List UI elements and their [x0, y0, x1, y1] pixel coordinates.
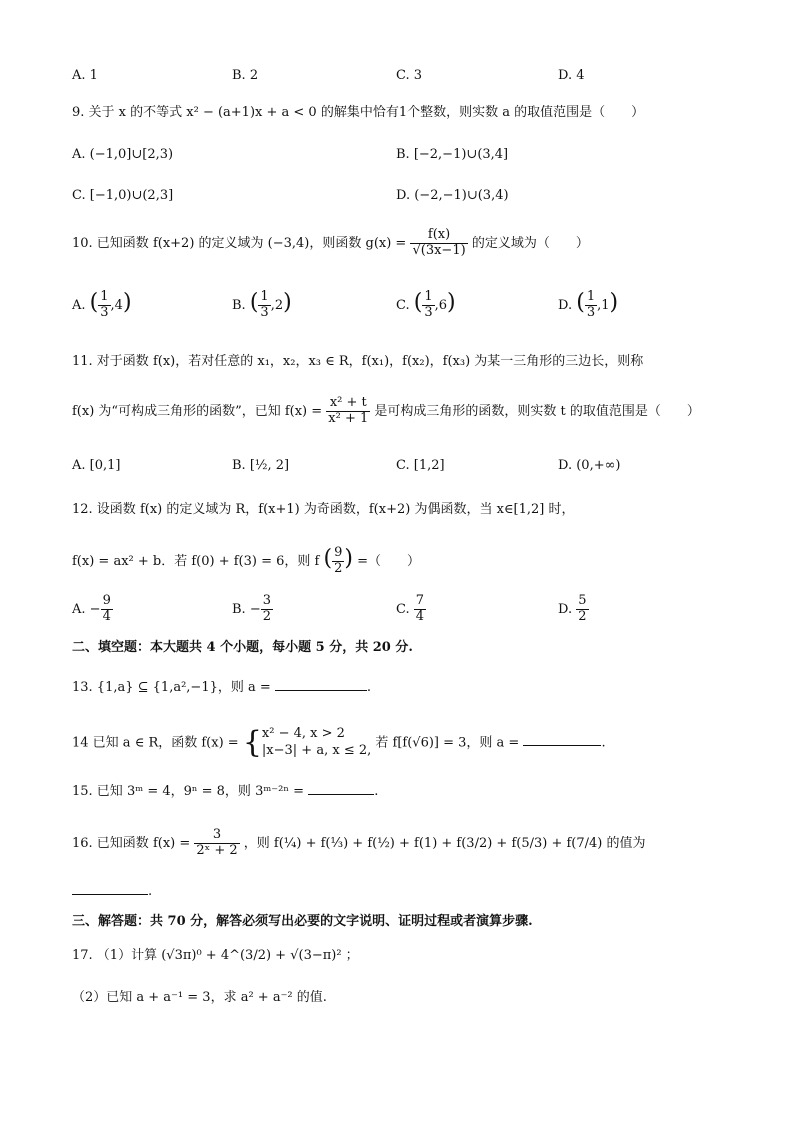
frac-num: 1	[424, 289, 433, 305]
option-label: A.	[72, 298, 86, 313]
option-sign: −	[249, 601, 261, 617]
q10-frac-den: √(3x−1)	[412, 242, 466, 258]
q12-line2: f(x) = ax² + b．若 f(0) + f(3) = 6，则 f ( $\frac{9}{2}$ ) =（ ）	[72, 545, 420, 576]
q10-frac-num: f(x)	[410, 228, 467, 244]
q16-text-after: ，则 f(¼) + f(⅓) + f(½) + f(1) + f(3/2) + f(5/3) + f(7/4) 的值为	[243, 835, 646, 851]
frac-den: 3	[424, 305, 433, 320]
q14: 14 已知 a ∈ R，函数 f(x) = { x² − 4, x > 2 |x−3| + a, x ≤ 2, 若 f[f(√6)] = 3，则 a = .	[72, 724, 606, 760]
q13: 13. {1,a} ⊆ {1,a²,−1}，则 a = .	[72, 676, 371, 696]
q12-option-a	[72, 594, 113, 625]
frac-num: 9	[102, 593, 111, 608]
option-label: C.	[396, 298, 410, 313]
q10-text-after: 的定义域为（ ）	[471, 235, 589, 251]
q12-arg-fraction	[332, 546, 344, 577]
q14-case-2: |x−3| + a, x ≤ 2,	[261, 742, 372, 758]
q12-option-d	[558, 594, 589, 625]
q16-answer-blank	[72, 880, 148, 895]
q13-answer-blank	[275, 676, 367, 691]
option-sign: −	[89, 601, 101, 617]
frac-num: 5	[578, 593, 587, 608]
q17-part1: 17. （1）计算 (√3π)⁰ + 4^(3/2) + √(3−π)² ；	[72, 948, 359, 963]
q16	[72, 828, 646, 859]
q9-option-d: D. (−2,−1)∪(3,4)	[396, 188, 509, 203]
q11-frac-den: x² + 1	[328, 410, 369, 426]
frac-num: 1	[586, 289, 596, 305]
q11-line1: 11. 对于函数 f(x)，若对任意的 x₁，x₂，x₃ ∈ R，f(x₁)，f(x₂)，f(x₃) 为某一三角形的三边长，则称	[72, 354, 644, 369]
q14-text-before: 14 已知 a ∈ R，函数 f(x) =	[72, 735, 239, 751]
q10-option-d: D. ( $\frac{1}{3}$ ,1)	[558, 289, 619, 320]
q9-option-b: B. [−2,−1)∪(3,4]	[396, 147, 509, 162]
option-label: A.	[72, 601, 86, 617]
section-2-heading: 二、填空题：本大题共 4 个小题，每小题 5 分，共 20 分.	[72, 640, 413, 655]
frac-num: 7	[415, 593, 425, 608]
q10-text-before: 10. 已知函数 f(x+2) 的定义域为 (−3,4)，则函数 g(x) =	[72, 235, 407, 251]
option-rest: ,6	[434, 298, 448, 313]
q10-question	[72, 228, 589, 259]
q10-fraction	[410, 228, 467, 259]
q12-line1: 12. 设函数 f(x) 的定义域为 R，f(x+1) 为奇函数，f(x+2) 为偶函数，当 x∈[1,2] 时，	[72, 502, 575, 517]
q12-line2-after: =（ ）	[357, 554, 420, 569]
q9-text: 9. 关于 x 的不等式 x² − (a+1)x + a < 0 的解集中恰有1个整数，则实数 a 的取值范围是（ ）	[72, 105, 645, 120]
q16-frac-num: 3	[194, 828, 239, 844]
q17-part2: （2）已知 a + a⁻¹ = 3，求 a² + a⁻² 的值.	[72, 990, 327, 1005]
q13-text: 13. {1,a} ⊆ {1,a²,−1}，则 a =	[72, 680, 271, 695]
q11-fraction	[326, 396, 370, 427]
option-label: D.	[558, 298, 573, 313]
q15-text: 15. 已知 3ᵐ = 4，9ⁿ = 8，则 3ᵐ⁻²ⁿ =	[72, 784, 305, 799]
frac-den: 3	[260, 305, 269, 320]
q8-option-d: D. 4	[558, 68, 585, 83]
q12-line2-before: f(x) = ax² + b．若 f(0) + f(3) = 6，则 f	[72, 554, 320, 569]
option-label: B.	[232, 298, 246, 313]
q14-text-after: 若 f[f(√6)] = 3，则 a =	[375, 735, 520, 751]
q16-answer-line: .	[72, 880, 152, 900]
q14-answer-blank	[523, 731, 601, 746]
option-label: C.	[396, 601, 410, 617]
q12-option-b	[232, 594, 273, 625]
q16-text-before: 16. 已知函数 f(x) =	[72, 835, 191, 851]
option-rest: ,4	[110, 298, 123, 313]
q11-line2-after: 是可构成三角形的函数，则实数 t 的取值范围是（ ）	[374, 403, 700, 419]
option-label: B.	[232, 601, 246, 617]
q14-case-1: x² − 4, x > 2	[261, 726, 345, 741]
frac-num: 1	[100, 289, 109, 305]
q12-arg-den: 2	[334, 561, 343, 576]
frac-num: 1	[260, 289, 269, 305]
q12-arg-num: 9	[334, 545, 343, 561]
frac-den: 3	[100, 305, 109, 320]
option-rest: ,1	[597, 298, 610, 313]
q15: 15. 已知 3ᵐ = 4，9ⁿ = 8，则 3ᵐ⁻²ⁿ = .	[72, 780, 378, 800]
q8-option-a: A. 1	[72, 68, 98, 83]
q16-fraction	[194, 828, 239, 859]
q12-option-c	[396, 594, 426, 625]
option-rest: ,2	[270, 298, 284, 313]
q10-option-a: A. ( $\frac{1}{3}$ ,4)	[72, 289, 132, 320]
frac-den: 3	[586, 305, 596, 320]
frac-den: 4	[102, 608, 111, 624]
q8-option-b: B. 2	[232, 68, 259, 83]
section-3-heading: 三、解答题：共 70 分，解答必须写出必要的文字说明、证明过程或者演算步骤.	[72, 914, 533, 929]
q16-frac-den: 2ˣ + 2	[196, 842, 238, 858]
q10-option-c: C. ( $\frac{1}{3}$ ,6)	[396, 289, 456, 320]
frac-den: 2	[262, 608, 272, 624]
q11-option-b: B. [½, 2]	[232, 458, 290, 473]
frac-den: 2	[578, 608, 587, 624]
option-label: D.	[558, 601, 573, 617]
q10-option-b: B. ( $\frac{1}{3}$ ,2)	[232, 289, 292, 320]
q11-frac-num: x² + t	[326, 396, 370, 412]
q11-option-c: C. [1,2]	[396, 458, 445, 473]
q11-option-d: D. (0,+∞)	[558, 458, 621, 473]
q11-option-a: A. [0,1]	[72, 458, 121, 473]
q9-option-a: A. (−1,0]∪[2,3)	[72, 147, 174, 162]
q8-option-c: C. 3	[396, 68, 423, 83]
q9-option-c: C. [−1,0)∪(2,3]	[72, 188, 174, 203]
q11-line2	[72, 396, 700, 427]
q15-answer-blank	[308, 780, 374, 795]
q11-line2-before: f(x) 为“可构成三角形的函数”，已知 f(x) =	[72, 403, 323, 419]
frac-num: 3	[262, 593, 272, 608]
frac-den: 4	[415, 608, 425, 624]
